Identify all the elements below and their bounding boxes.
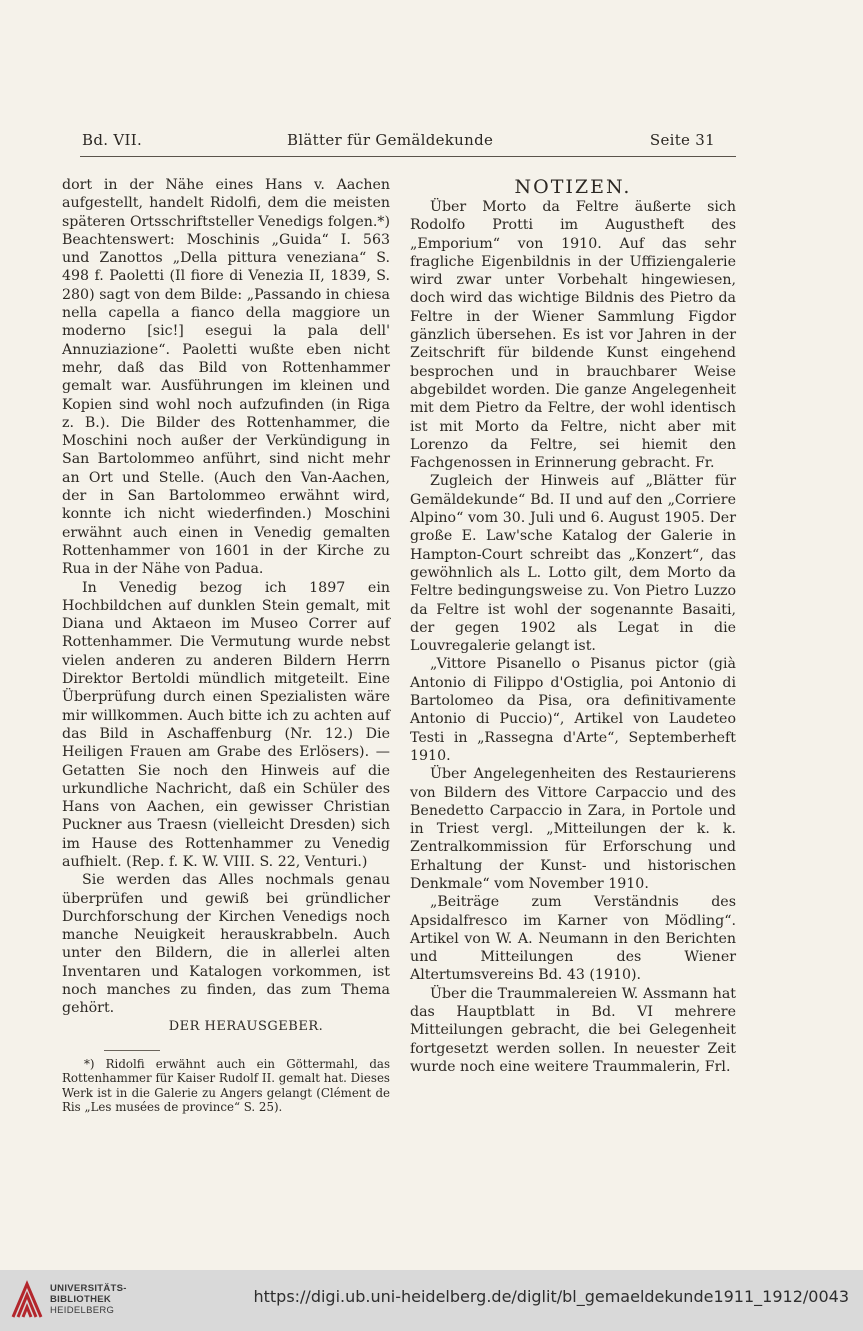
- left-paragraph-3: Sie werden das Alles nochmals genau überprüfen und gewiß bei gründlicher Durchforschung der Kirchen Venedigs noch manche Neuigkeit herauskrabbeln. Auch unter den Bildern, die in allerlei alten Inventaren und Katalogen vorkommen, ist noch manches zu finden, das zum Thema gehört.: [62, 872, 390, 1017]
- right-paragraph-3: „Vittore Pisanello o Pisanus pictor (già Antonio di Filippo d'Ostiglia, poi Antonio di Bartolomeo da Pisa, ora definitivamente Antonio di Puccio)“, Artikel von Laudeteo Testi in „Rassegna d'Arte“, Septemberheft 1910.: [410, 656, 736, 764]
- permalink-url[interactable]: https://digi.ub.uni-heidelberg.de/diglit/bl_gemaeldekunde1911_1912/0043: [253, 1287, 849, 1306]
- right-column: [410, 176, 736, 1076]
- header-rule: [80, 156, 736, 157]
- signature: DER HERAUSGEBER.: [168, 1018, 324, 1034]
- section-title: NOTIZEN.: [514, 176, 632, 198]
- institution-line-3: HEIDELBERG: [50, 1305, 115, 1316]
- left-paragraph-1: dort in der Nähe eines Hans v. Aachen aufgestellt, handelt Ridolfi, dem die meisten späteren Ortsschriftsteller Venedigs folgen.*) Beachtenswert: Moschinis „Guida“ I. 563 und Zanottos „Della pittura veneziana“ S. 498 f. Paoletti (Il fiore di Venezia II, 1839, S. 280) sagt von dem Bilde: „Passando in chiesa nella capella a fianco della maggiore un moderno [sic!] esegui la pala dell' Annuziazione“. Paoletti wußte eben nicht mehr, daß das Bild von Rottenhammer gemalt war. Ausführungen im kleinen und Kopien sind wohl noch aufzufinden (in Riga z. B.). Die Bilder des Rottenhammer, die Moschini noch außer der Verkündigung in San Bartolommeo anführt, sind nicht mehr an Ort und Stelle. (Auch den Van-Aachen, der in San Bartolommeo erwähnt wird, konnte ich nicht wiederfinden.) Moschini erwähnt auch einen in Venedig gemalten Rottenhammer von 1601 in der Kirche zu Rua in der Nähe von Padua.: [62, 177, 390, 578]
- institution-line-2: BIBLIOTHEK: [50, 1294, 112, 1305]
- journal-title: Blätter für Gemäldekunde: [287, 131, 494, 149]
- library-banner: [0, 1270, 863, 1331]
- volume-label: Bd. VII.: [82, 131, 143, 149]
- page-number: Seite 31: [649, 131, 715, 149]
- right-paragraph-2: Zugleich der Hinweis auf „Blätter für Gemäldekunde“ Bd. II und auf den „Corriere Alpino“ vom 30. Juli und 6. August 1905. Der große E. Law'sche Katalog der Galerie in Hampton-Court schreibt das „Konzert“, das gewöhnlich als L. Lotto gilt, dem Morto da Feltre bedingungsweise zu. Von Pietro Luzzo da Feltre ist wohl der sogenannte Basaiti, der gegen 1902 als Legat in die Louvregalerie gelangt ist.: [410, 473, 736, 655]
- footnote-rule: [104, 1050, 160, 1051]
- library-logo-icon: [10, 1280, 44, 1320]
- right-paragraph-1: Über Morto da Feltre äußerte sich Rodolfo Protti im Augustheft des „Emporium“ von 1910. Auf das sehr fragliche Eigenbildnis in der Uffiziengalerie wird zwar unter Vorbehalt hingewiesen, doch wird das wichtige Bildnis des Pietro da Feltre in der Wiener Sammlung Figdor gänzlich übersehen. Es ist vor Jahren in der Zeitschrift für bildende Kunst eingehend besprochen und in brauchbarer Weise abgebildet worden. Die ganze Angelegenheit mit dem Pietro da Feltre, der wohl identisch ist mit Morto da Feltre, nicht aber mit Lorenzo da Feltre, sei hiemit den Fachgenossen in Erinnerung gebracht. Fr.: [410, 199, 736, 472]
- right-paragraph-5: „Beiträge zum Verständnis des Apsidalfresco im Karner von Mödling“. Artikel von W. A. Neumann in den Berichten und Mitteilungen des Wiener Altertumsvereins Bd. 43 (1910).: [410, 894, 736, 984]
- right-paragraph-6: Über die Traummalereien W. Assmann hat das Hauptblatt in Bd. VI mehrere Mitteilungen gebracht, die bei Gelegenheit fortgesetzt werden sollen. In neuester Zeit wurde noch eine weitere Traummalerin, Frl.: [410, 985, 736, 1075]
- left-column: [62, 176, 390, 1115]
- institution-line-1: UNIVERSITÄTS-: [50, 1283, 127, 1294]
- right-paragraph-4: Über Angelegenheiten des Restaurierens von Bildern des Vittore Carpaccio und des Benedetto Carpaccio in Zara, in Portole und in Triest vergl. „Mitteilungen der k. k. Zentralkommission für Erforschung und Erhaltung der Kunst- und historischen Denkmale“ vom November 1910.: [410, 766, 736, 892]
- footnote: *) Ridolfi erwähnt auch ein Göttermahl, das Rottenhammer für Kaiser Rudolf II. gemalt hat. Dieses Werk ist in die Galerie zu Angers gelangt (Clément de Ris „Les musées de province“ S. 25).: [62, 1056, 390, 1115]
- running-head: [82, 131, 715, 153]
- left-paragraph-2: In Venedig bezog ich 1897 ein Hochbildchen auf dunklen Stein gemalt, mit Diana und Aktaeon im Museo Correr auf Rottenhammer. Die Vermutung wurde nebst vielen anderen zu anderen Bildern Herrn Direktor Bertoldi mündlich mitgeteilt. Eine Überprüfung durch einen Spezialisten wäre mir willkommen. Auch bitte ich zu achten auf das Bild in Aschaffenburg (Nr. 12.) Die Heiligen Frauen am Grabe des Erlösers). — Getatten Sie noch den Hinweis auf die urkundliche Nachricht, daß ein Schüler des Hans von Aachen, ein gewisser Christian Puckner aus Traesn (vielleicht Dresden) sich im Hause des Rottenhammer zu Venedig aufhielt. (Rep. f. K. W. VIII. S. 22, Venturi.): [62, 579, 390, 870]
- institution-name: [50, 1283, 127, 1316]
